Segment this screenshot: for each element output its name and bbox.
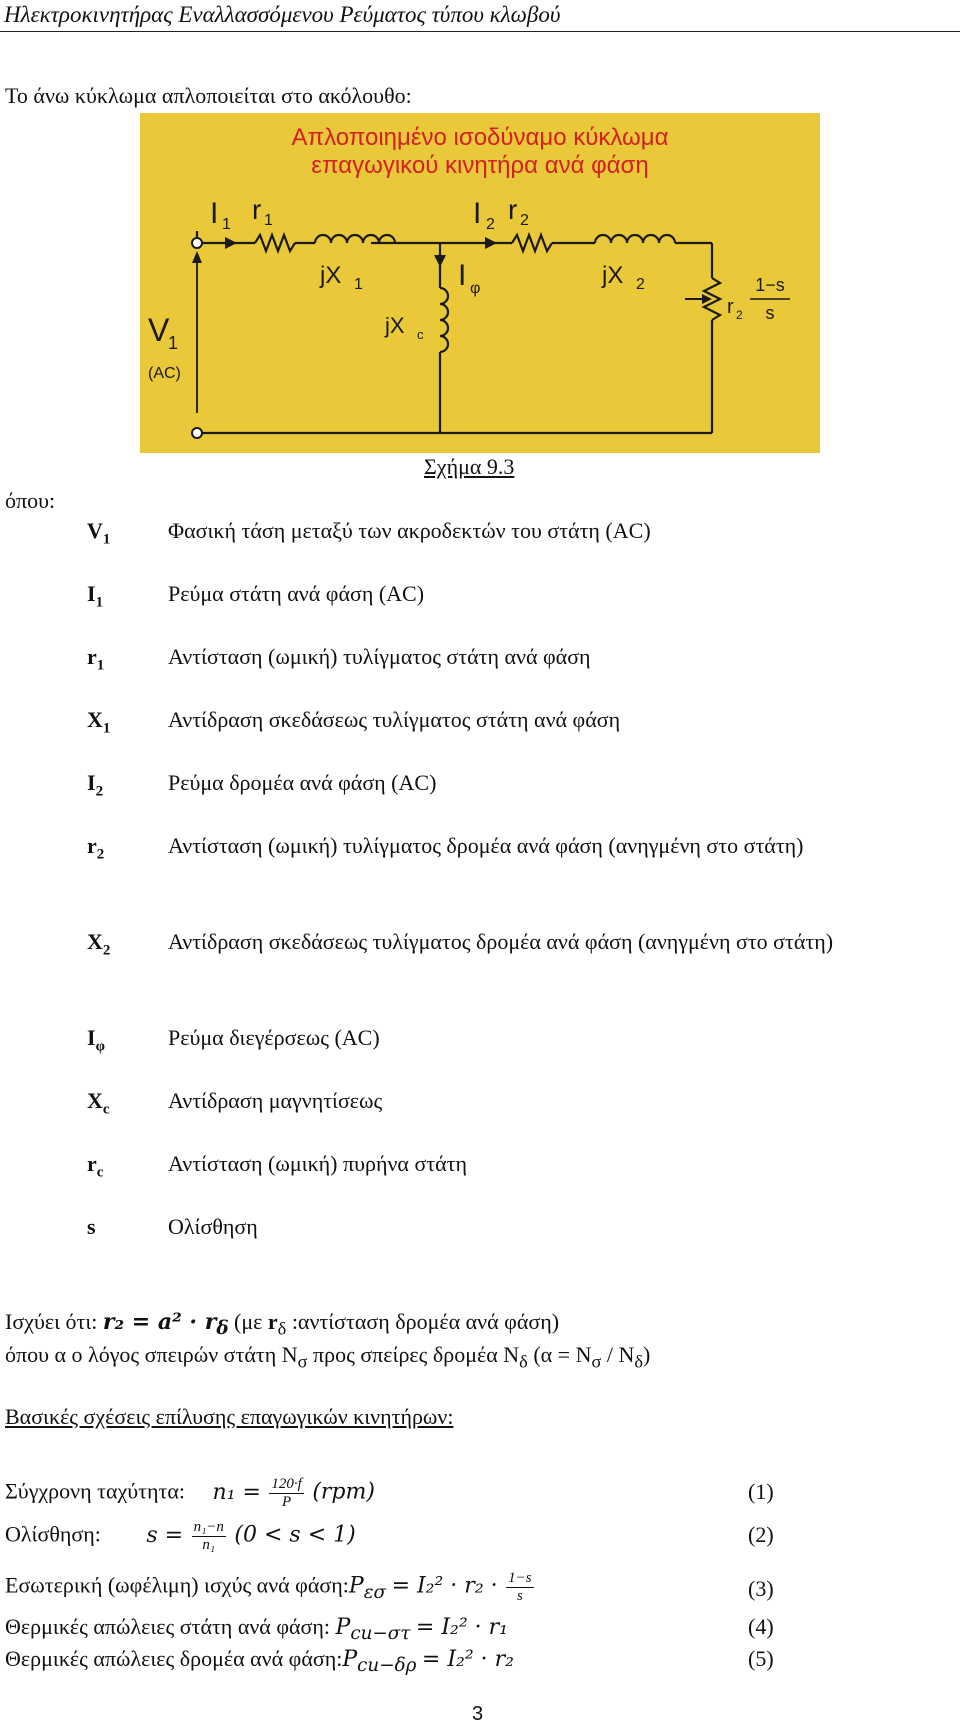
- figure-title-1: Απλοποιημένο ισοδύναμο κύκλωμα: [291, 124, 669, 151]
- svg-text:r: r: [508, 194, 518, 225]
- svg-text:c: c: [417, 327, 424, 342]
- equation-number: (2): [748, 1522, 774, 1547]
- equation-number: (3): [748, 1576, 774, 1601]
- note-line-1: Ισχύει ότι: $r_2 = a^2 \cdot r_\delta$ (με $r_\delta$ :αντίσταση δρομέα ανά φάση): [5, 1309, 560, 1340]
- svg-text:r: r: [252, 194, 262, 225]
- def-text: Αντίδραση μαγνητίσεως: [168, 1088, 383, 1113]
- figure-title-2: επαγωγικού κινητήρα ανά φάση: [311, 152, 649, 179]
- def-text: Αντίσταση (ωμική) τυλίγματος δρομέα ανά φάση (ανηγμένη στο στάτη): [168, 833, 804, 858]
- svg-text:2: 2: [520, 212, 529, 229]
- def-symbol: $r_1$: [87, 644, 105, 674]
- svg-text:2: 2: [736, 308, 743, 322]
- svg-text:1: 1: [264, 212, 273, 229]
- relations-heading: Βασικές σχέσεις επίλυσης επαγωγικών κινητήρων:: [5, 1404, 454, 1429]
- equation-number: (4): [748, 1614, 774, 1639]
- equation-2: Ολίσθηση: s = $\frac{\text{n₁−n}}{\text{n₁}}$ (0 < s < 1): [5, 1519, 356, 1553]
- svg-text:1−s: 1−s: [755, 275, 785, 295]
- equation-5: Θερμικές απώλειες δρομέα ανά $\varphi ά\sigma\eta:P_{cu-\delta\rho} = I_2^2 \cdot r_2$: [5, 1646, 514, 1677]
- def-text: Αντίδραση σκεδάσεως τυλίγματος στάτη ανά φάση: [168, 707, 621, 732]
- page-number: 3: [472, 1703, 484, 1725]
- svg-text:1: 1: [168, 333, 179, 353]
- svg-text:I: I: [458, 259, 467, 292]
- svg-text:s: s: [765, 303, 775, 323]
- svg-text:I: I: [210, 197, 219, 230]
- def-text: Ρεύμα στάτη ανά φάση (AC): [168, 581, 425, 606]
- def-symbol: $I_1$: [87, 581, 104, 611]
- figure-caption: Σχήμα 9.3: [424, 454, 515, 479]
- svg-text:1: 1: [354, 276, 363, 293]
- def-symbol: s: [87, 1214, 96, 1239]
- def-symbol: $X_1$: [87, 707, 111, 737]
- svg-text:r: r: [727, 296, 734, 318]
- equation-1: Σύγχρονη ταχύτητα: n₁ = $\frac{120\cdot f}{P}$ (rpm): [5, 1476, 375, 1510]
- def-symbol: $r_2$: [87, 833, 105, 863]
- terminal-bottom: [192, 428, 202, 438]
- svg-text:I: I: [473, 197, 482, 230]
- def-text: Αντίδραση σκεδάσεως τυλίγματος δρομέα ανά φάση (ανηγμένη στο στάτη): [168, 929, 834, 954]
- svg-text:2: 2: [486, 216, 495, 233]
- svg-text:1: 1: [222, 216, 231, 233]
- svg-text:2: 2: [636, 276, 645, 293]
- def-symbol: $X_2$: [87, 929, 111, 959]
- svg-text:(AC): (AC): [148, 365, 181, 382]
- page-header: Ηλεκτροκινητήρας Εναλλασσόμενου Ρεύματος τύπου κλωβού: [4, 2, 561, 27]
- def-text: Φασική τάση μεταξύ των ακροδεκτών του στάτη (AC): [168, 518, 651, 543]
- equation-3: Εσωτερική (ωφέλιμη) ισχύς ανά $\varphi ά\sigma\eta:P_{\varepsilon\sigma} = I_2^2 \cdot r_2$ · $\frac{1-s}{s}$: [5, 1570, 532, 1604]
- def-symbol: $V_1$: [87, 518, 111, 548]
- note-line-2: όπου α ο λόγος σπειρών στάτη $N_\sigma$ προς σπείρες δρομέα $N_\delta$ $(\alpha = N_\sigma / N_\delta)$: [5, 1342, 651, 1372]
- svg-text:V: V: [148, 312, 170, 348]
- svg-text:jX: jX: [385, 313, 405, 338]
- def-text: Αντίσταση (ωμική) πυρήνα στάτη: [168, 1151, 468, 1176]
- def-symbol: $I_\varphi$: [87, 1025, 105, 1055]
- svg-text:jX: jX: [320, 262, 342, 289]
- def-text: Ρεύμα διεγέρσεως (AC): [168, 1025, 380, 1050]
- def-text: Ρεύμα δρομέα ανά φάση (AC): [168, 770, 437, 795]
- def-text: Ολίσθηση: [168, 1214, 258, 1239]
- svg-text:jX: jX: [602, 262, 624, 289]
- terminal-top: [192, 238, 202, 248]
- header-rule: [0, 31, 960, 32]
- svg-text:φ: φ: [470, 280, 481, 297]
- def-symbol: $r_c$: [87, 1151, 104, 1181]
- def-symbol: $X_c$: [87, 1088, 110, 1118]
- intro-text: Το άνω κύκλωμα απλοποιείται στο ακόλουθο:: [5, 83, 412, 108]
- equation-number: (5): [748, 1646, 774, 1671]
- circuit-figure: [140, 113, 820, 453]
- def-text: Αντίσταση (ωμική) τυλίγματος στάτη ανά φάση: [168, 644, 591, 669]
- equation-4: Θερμικές απώλειες στάτη ανά φάση: $P_{cu-\sigma\tau} = I_2^2 \cdot r_1$: [5, 1614, 508, 1645]
- def-symbol: $I_2$: [87, 770, 104, 800]
- where-label: όπου:: [5, 488, 56, 513]
- equation-number: (1): [748, 1479, 774, 1504]
